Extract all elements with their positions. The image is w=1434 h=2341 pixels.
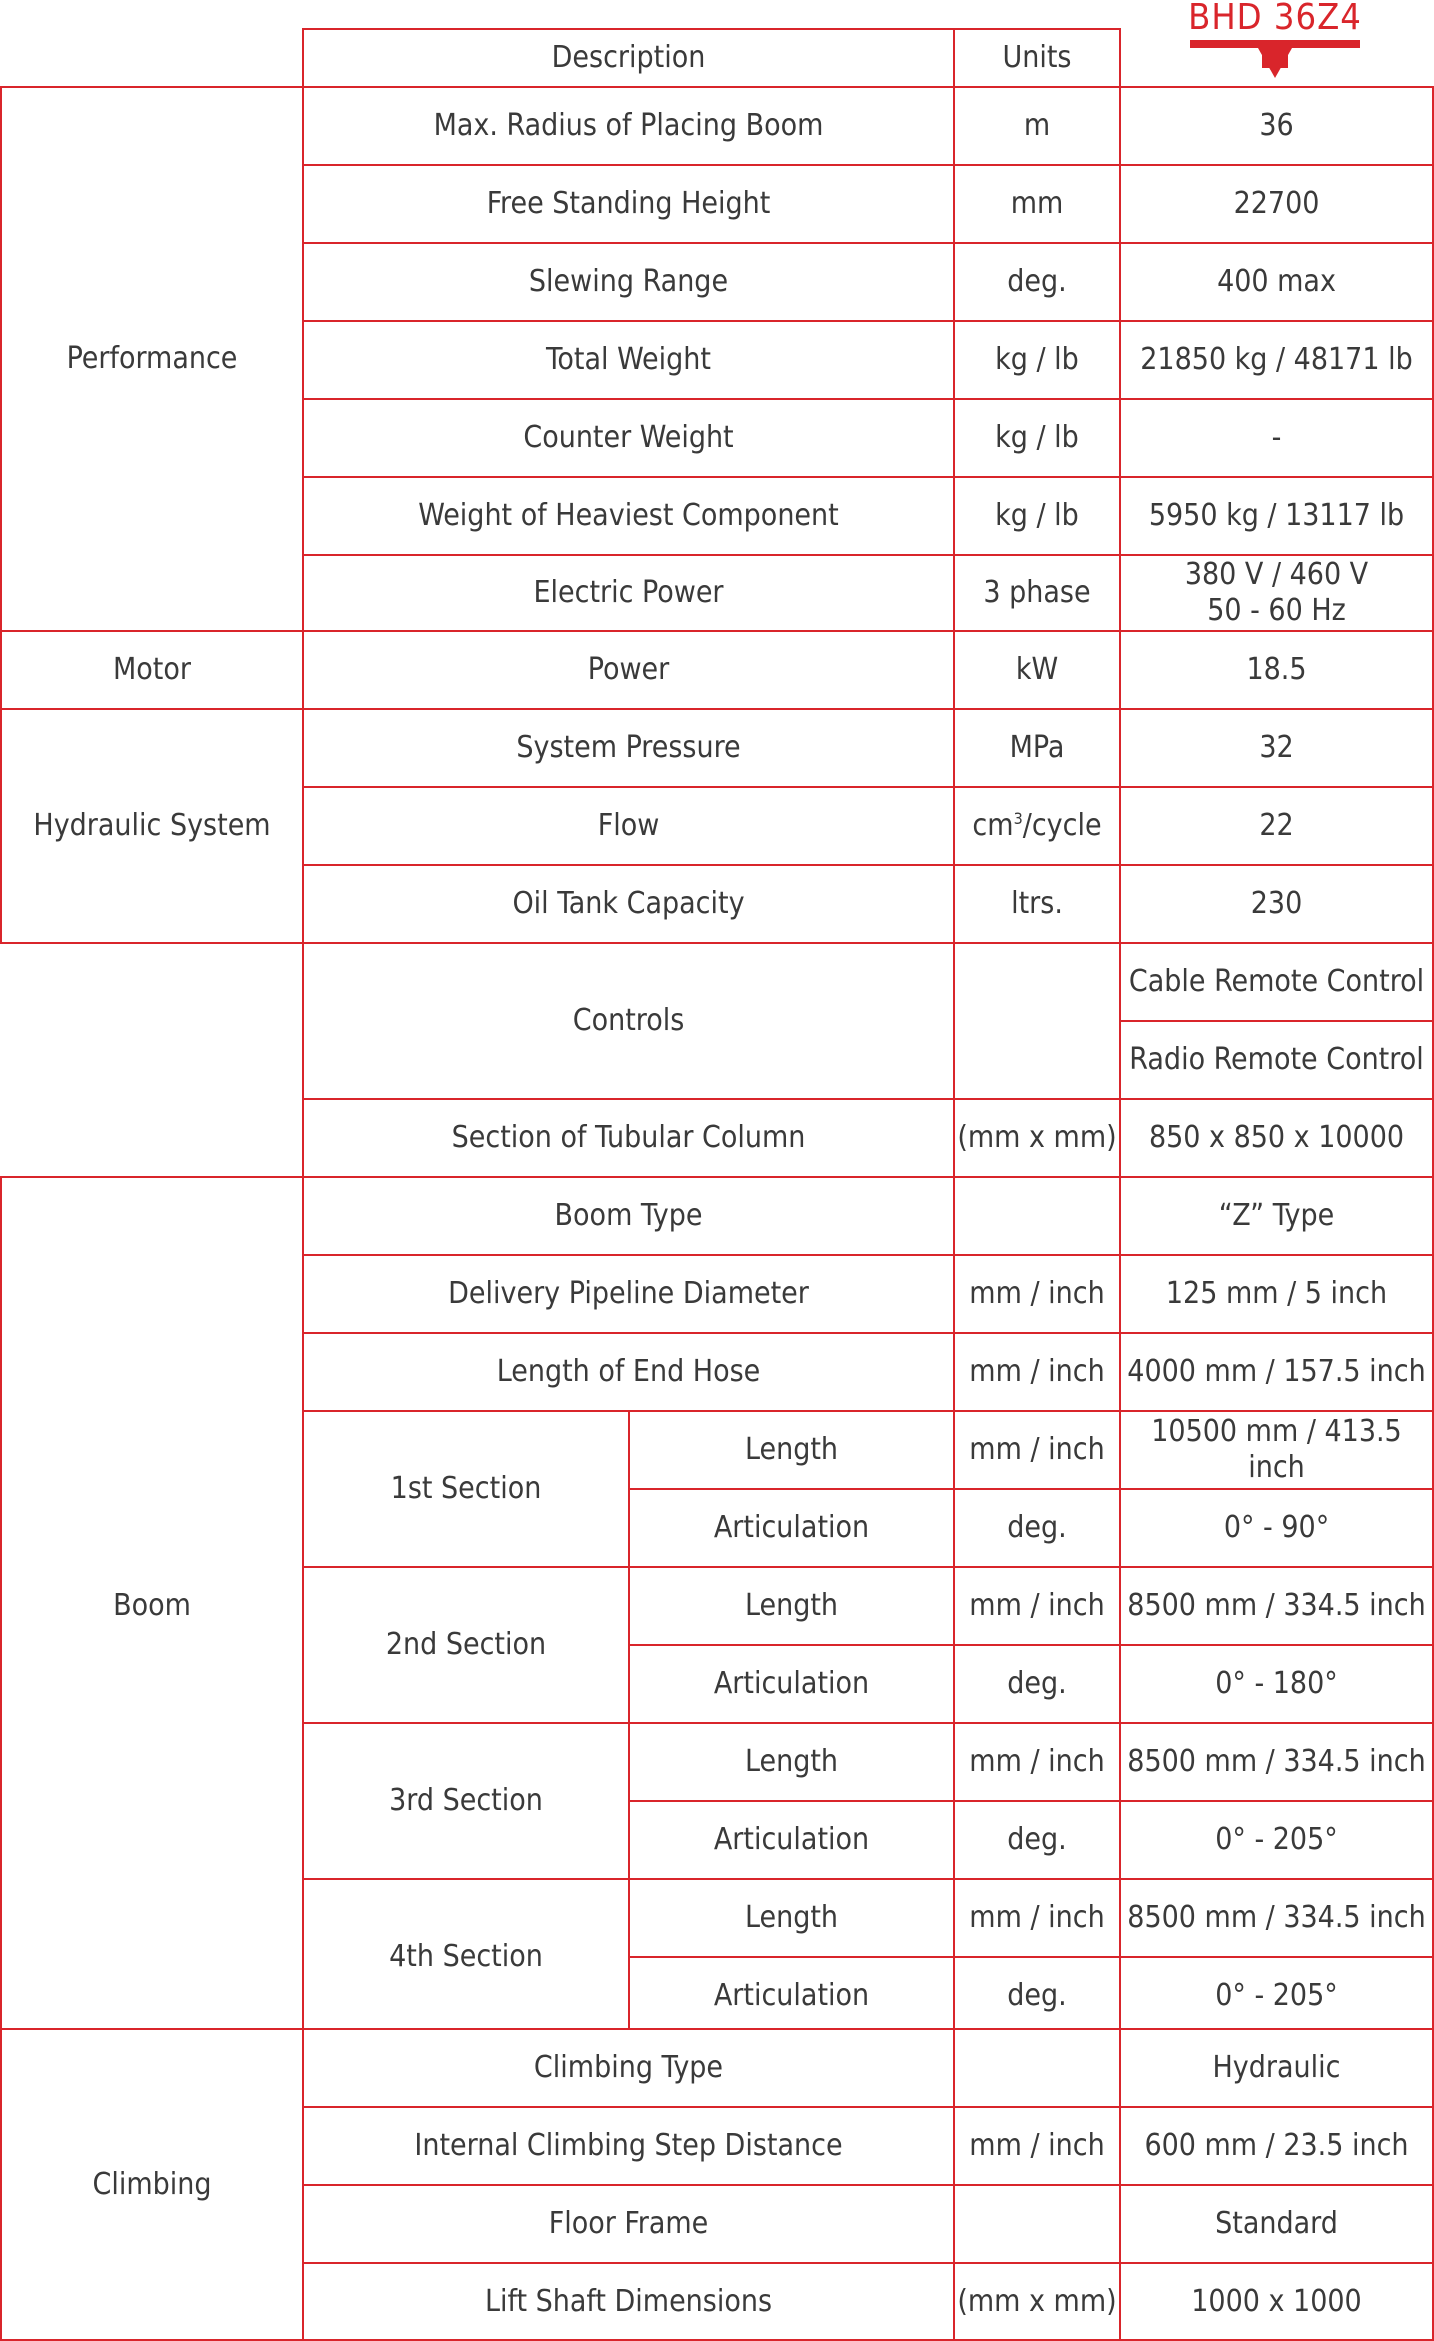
section-name-text: 4th Section [389,1939,543,1974]
row-unit [953,320,1121,400]
row-value [1119,1020,1434,1100]
row-value [1119,1098,1434,1178]
value-text: 8500 mm / 334.5 inch [1127,1744,1426,1779]
unit-text: deg. [1007,1822,1067,1857]
row-value [1119,708,1434,788]
model-arrow-icon [1258,48,1292,78]
row-unit [953,86,1121,166]
row-value [1119,1956,1434,2036]
sub-label-text: Articulation [713,1822,870,1857]
section-sub-label [628,1488,955,1568]
unit-text: (mm x mm) [957,2283,1117,2319]
row-unit-empty [953,1176,1121,1256]
desc-text: Lift Shaft Dimensions [484,2283,773,2319]
value-text: 32 [1259,730,1294,765]
unit-text: deg. [1007,1666,1067,1701]
group-hydraulic-label: Hydraulic System [33,808,271,843]
value-text: Radio Remote Control [1129,1042,1424,1077]
unit-rest: /cycle [1022,808,1102,843]
row-desc [302,398,955,478]
desc-text: Slewing Range [528,264,729,299]
row-desc [302,786,955,866]
row-unit [953,1254,1121,1334]
unit-text: kg / lb [995,420,1079,455]
value-text: 400 max [1217,264,1336,299]
row-desc [302,1254,955,1334]
section-name-text: 3rd Section [389,1783,543,1818]
desc-text: Section of Tubular Column [451,1120,806,1155]
value-text: “Z” Type [1218,1198,1335,1233]
row-value [1119,864,1434,944]
value-text: Standard [1215,2206,1338,2241]
group-climbing-label: Climbing [92,2166,212,2202]
section-sub-label [628,1800,955,1880]
row-unit [953,2106,1121,2186]
row-desc [302,242,955,322]
section-name-text: 1st Section [390,1471,542,1506]
row-value [1119,2028,1434,2108]
row-desc [302,942,955,1100]
group-hydraulic [0,708,304,944]
group-motor [0,630,304,710]
section-sub-label [628,1410,955,1490]
unit-text: deg. [1007,264,1067,299]
value-line2: 50 - 60 Hz [1207,593,1346,628]
row-unit [953,786,1121,866]
row-value [1119,1722,1434,1802]
row-value [1119,86,1434,166]
unit-text: mm / inch [969,1432,1105,1467]
desc-text: Counter Weight [523,420,734,455]
row-value [1119,1644,1434,1724]
value-text: 850 x 850 x 10000 [1148,1120,1405,1155]
row-unit [953,1410,1121,1490]
desc-text: Electric Power [533,575,724,610]
sub-label-text: Length [744,1900,839,1935]
row-unit [953,1644,1121,1724]
desc-text: Length of End Hose [496,1354,761,1389]
unit-base: cm [972,808,1014,843]
value-text: 125 mm / 5 inch [1165,1276,1388,1311]
section-sub-label [628,1878,955,1958]
unit-text: mm / inch [969,1276,1105,1311]
row-value [1119,1254,1434,1334]
desc-text: Power [587,652,670,687]
row-value [1119,1488,1434,1568]
section-name [302,1410,630,1568]
row-unit-empty [953,2184,1121,2264]
row-desc [302,1332,955,1412]
section-sub-label [628,1956,955,2036]
unit-text: kW [1015,652,1059,687]
sub-label-text: Articulation [713,1510,870,1545]
row-desc [302,164,955,244]
row-unit [953,476,1121,556]
desc-text: Climbing Type [533,2050,724,2085]
group-motor-label: Motor [113,652,191,687]
header-units-label: Units [1002,40,1072,75]
row-value [1119,554,1434,632]
unit-text: mm / inch [969,1900,1105,1935]
header-description [302,28,955,88]
value-text: 600 mm / 23.5 inch [1144,2128,1409,2163]
row-unit [953,164,1121,244]
value-text: 8500 mm / 334.5 inch [1127,1900,1426,1935]
value-text: 5950 kg / 13117 lb [1148,498,1405,533]
section-name [302,1878,630,2036]
unit-text: kg / lb [995,498,1079,533]
row-value [1119,476,1434,556]
row-unit [953,1098,1121,1178]
section-name [302,1566,630,1724]
header-description-label: Description [551,40,706,75]
row-unit [953,398,1121,478]
row-value [1119,942,1434,1022]
value-text: 10500 mm / 413.5 inch [1151,1414,1402,1485]
value-text: Hydraulic [1212,2050,1341,2085]
header-units [953,28,1121,88]
row-value [1119,320,1434,400]
sub-label-text: Length [744,1744,839,1779]
row-value [1119,1410,1434,1490]
row-desc [302,476,955,556]
row-desc [302,864,955,944]
sub-label-text: Length [744,1588,839,1623]
section-name [302,1722,630,1880]
row-desc [302,708,955,788]
sub-label-text: Length [744,1432,839,1467]
value-text: 36 [1259,108,1294,143]
sub-label-text: Articulation [713,1666,870,1701]
value-text: 0° - 90° [1223,1510,1330,1545]
desc-text: Internal Climbing Step Distance [414,2128,843,2163]
value-text: 0° - 205° [1215,1822,1338,1857]
row-value [1119,1800,1434,1880]
section-sub-label [628,1644,955,1724]
value-text: 230 [1250,886,1303,921]
group-boom [0,1176,304,2036]
unit-text: mm / inch [969,2128,1105,2163]
desc-text: Max. Radius of Placing Boom [433,108,824,143]
desc-text: Controls [572,1003,685,1038]
unit-text: 3 phase [983,575,1091,610]
row-desc [302,2262,955,2341]
row-value [1119,398,1434,478]
sub-label-text: Articulation [713,1978,870,2013]
desc-text: Delivery Pipeline Diameter [448,1276,809,1311]
value-text: 22 [1259,808,1294,843]
unit-text: ltrs. [1011,886,1063,921]
row-value [1119,2106,1434,2186]
row-unit [953,1722,1121,1802]
model-name: BHD 36Z4 [1188,0,1362,38]
row-value [1119,1878,1434,1958]
row-value [1119,1176,1434,1256]
desc-text: Total Weight [546,342,711,377]
row-value [1119,630,1434,710]
unit-text: deg. [1007,1510,1067,1545]
row-desc [302,320,955,400]
row-unit [953,1566,1121,1646]
desc-text: Weight of Heaviest Component [418,498,839,533]
row-unit [953,630,1121,710]
row-value [1119,786,1434,866]
row-unit [953,554,1121,632]
section-sub-label [628,1566,955,1646]
unit-text: kg / lb [995,342,1079,377]
unit-text: (mm x mm) [957,1120,1117,1155]
value-text: - [1271,420,1282,455]
value-text: 22700 [1233,186,1320,221]
desc-text: System Pressure [516,730,741,765]
row-desc [302,86,955,166]
row-unit [953,1488,1121,1568]
row-unit [953,1878,1121,1958]
row-value [1119,2262,1434,2341]
row-unit [953,708,1121,788]
row-unit [953,1332,1121,1412]
desc-text: Free Standing Height [486,186,771,221]
row-value [1119,242,1434,322]
unit-text: MPa [1009,730,1065,765]
unit-text: mm / inch [969,1354,1105,1389]
row-desc [302,554,955,632]
row-value [1119,2184,1434,2264]
unit-text: mm / inch [969,1744,1105,1779]
value-text: 0° - 180° [1215,1666,1338,1701]
row-desc [302,630,955,710]
row-unit [953,2262,1121,2341]
group-performance [0,86,304,632]
row-unit [953,242,1121,322]
unit-text [972,808,1101,844]
row-unit-empty [953,942,1121,1100]
unit-text: m [1023,108,1051,143]
unit-text: deg. [1007,1978,1067,2013]
row-unit [953,1956,1121,2036]
row-desc [302,2106,955,2186]
section-name-text: 2nd Section [385,1627,547,1662]
group-performance-label: Performance [66,341,238,376]
unit-text: mm / inch [969,1588,1105,1623]
value-text: 18.5 [1246,652,1307,687]
value-text: 1000 x 1000 [1191,2283,1362,2319]
row-unit-empty [953,2028,1121,2108]
row-desc [302,1098,955,1178]
row-desc [302,2028,955,2108]
group-climbing [0,2028,304,2341]
value-text: 0° - 205° [1215,1978,1338,2013]
value-text: 21850 kg / 48171 lb [1140,342,1413,377]
row-value [1119,1332,1434,1412]
row-unit [953,1800,1121,1880]
row-value [1119,164,1434,244]
group-boom-label: Boom [113,1588,191,1623]
row-desc [302,2184,955,2264]
desc-text: Oil Tank Capacity [512,886,745,921]
section-sub-label [628,1722,955,1802]
desc-text: Floor Frame [548,2206,709,2241]
unit-text: mm [1010,186,1064,221]
desc-text: Boom Type [554,1198,703,1233]
row-unit [953,864,1121,944]
value-text: 8500 mm / 334.5 inch [1127,1588,1426,1623]
value-line1: 380 V / 460 V [1184,557,1369,592]
value-text: 4000 mm / 157.5 inch [1127,1354,1426,1389]
desc-text: Flow [597,808,660,843]
row-value [1119,1566,1434,1646]
row-desc [302,1176,955,1256]
unit-sup: 3 [1013,809,1023,828]
value-text: Cable Remote Control [1128,964,1425,999]
